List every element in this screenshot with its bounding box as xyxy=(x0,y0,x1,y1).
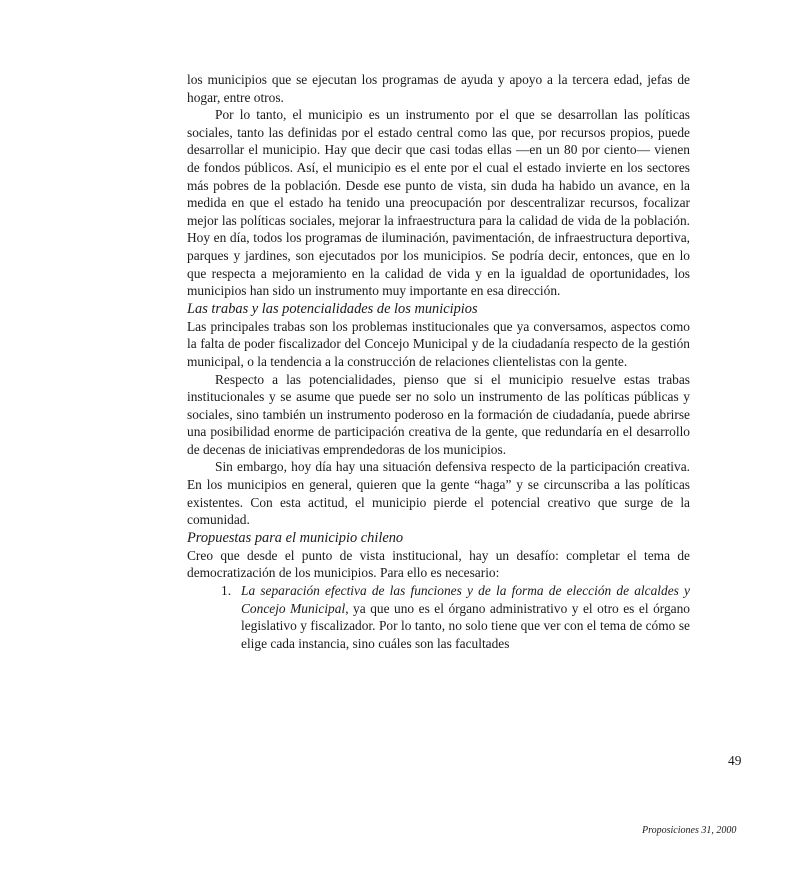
main-text xyxy=(187,71,690,652)
paragraph: Creo que desde el punto de vista institucional, hay un desafío: completar el tema de democratización de los municipios. Para ello es necesario: xyxy=(187,547,690,581)
section-heading: Propuestas para el municipio chileno xyxy=(187,529,404,546)
list-item xyxy=(187,582,690,652)
paragraph: Por lo tanto, el municipio es un instrumento por el que se desarrollan las políticas sociales, tanto las definidas por el estado central como las que, por recursos propios, puede desarrollar el municipio. Hay que decir que casi todas ellas —en un 80 por ciento— vienen de fondos públicos. Así, el municipio es el ente por el cual el estado invierte en los sectores más pobres de la población. Desde ese punto de vista, sin duda ha habido un avance, en la medida en que el estado ha tenido una preocupación por descentralizar recursos, focalizar mejor las políticas sociales, mejorar la infraestructura para la calidad de vida de la población. Hoy en día, todos los programas de iluminación, pavimentación, de infraestructura deportiva, parques y jardines, son ejecutados por los municipios. Se podría decir, entonces, que en lo que respecta a mejoramiento en la calidad de vida y en la igualdad de oportunidades, los municipios han sido un instrumento muy importante en esa dirección. xyxy=(187,107,690,299)
paragraph: Sin embargo, hoy día hay una situación defensiva respecto de la participación creativa. En los municipios en general, quieren que la gente “haga” y se circunscriba a las políticas existentes. Con esta actitud, el municipio pierde el potencial creativo que surge de la comunidad. xyxy=(187,459,690,528)
paragraph: Las principales trabas son los problemas institucionales que ya conversamos, aspectos como la falta de poder fiscalizador del Concejo Municipal y de la ciudadanía respecto de la gestión municipal, o la tendencia a la construcción de relaciones clientelistas con la gente. xyxy=(187,318,690,369)
paragraph: los municipios que se ejecutan los programas de ayuda y apoyo a la tercera edad, jefas de hogar, entre otros. xyxy=(187,72,690,105)
list-item-text: , ya que uno es el órgano administrativo y el otro es el órgano legislativo y fiscalizador. Por lo tanto, no solo tiene que ver con el tema de cómo se elige cada instancia, sino cuáles son las facultades xyxy=(241,600,691,651)
list-item-emphasis: La separación efectiva de las funciones y de la forma de elección de alcaldes y Concejo Municipal xyxy=(241,583,690,616)
journal-footer: Proposiciones 31, 2000 xyxy=(642,825,737,836)
list-item-number: 1. xyxy=(221,583,232,599)
section-heading: Las trabas y las potencialidades de los municipios xyxy=(187,300,478,317)
proposal-list xyxy=(187,582,690,652)
paragraph: Respecto a las potencialidades, pienso que si el municipio resuelve estas trabas institucionales y se asume que puede ser no solo un instrumento de las políticas públicas y sociales, sino también un instrumento poderoso en la formación de ciudadanía, puede abrirse una posibilidad enorme de participación creativa de la gente, que redundaría en el desarrollo de decenas de iniciativas emprendedoras de los municipios. xyxy=(187,371,690,457)
page-number: 49 xyxy=(728,753,742,768)
